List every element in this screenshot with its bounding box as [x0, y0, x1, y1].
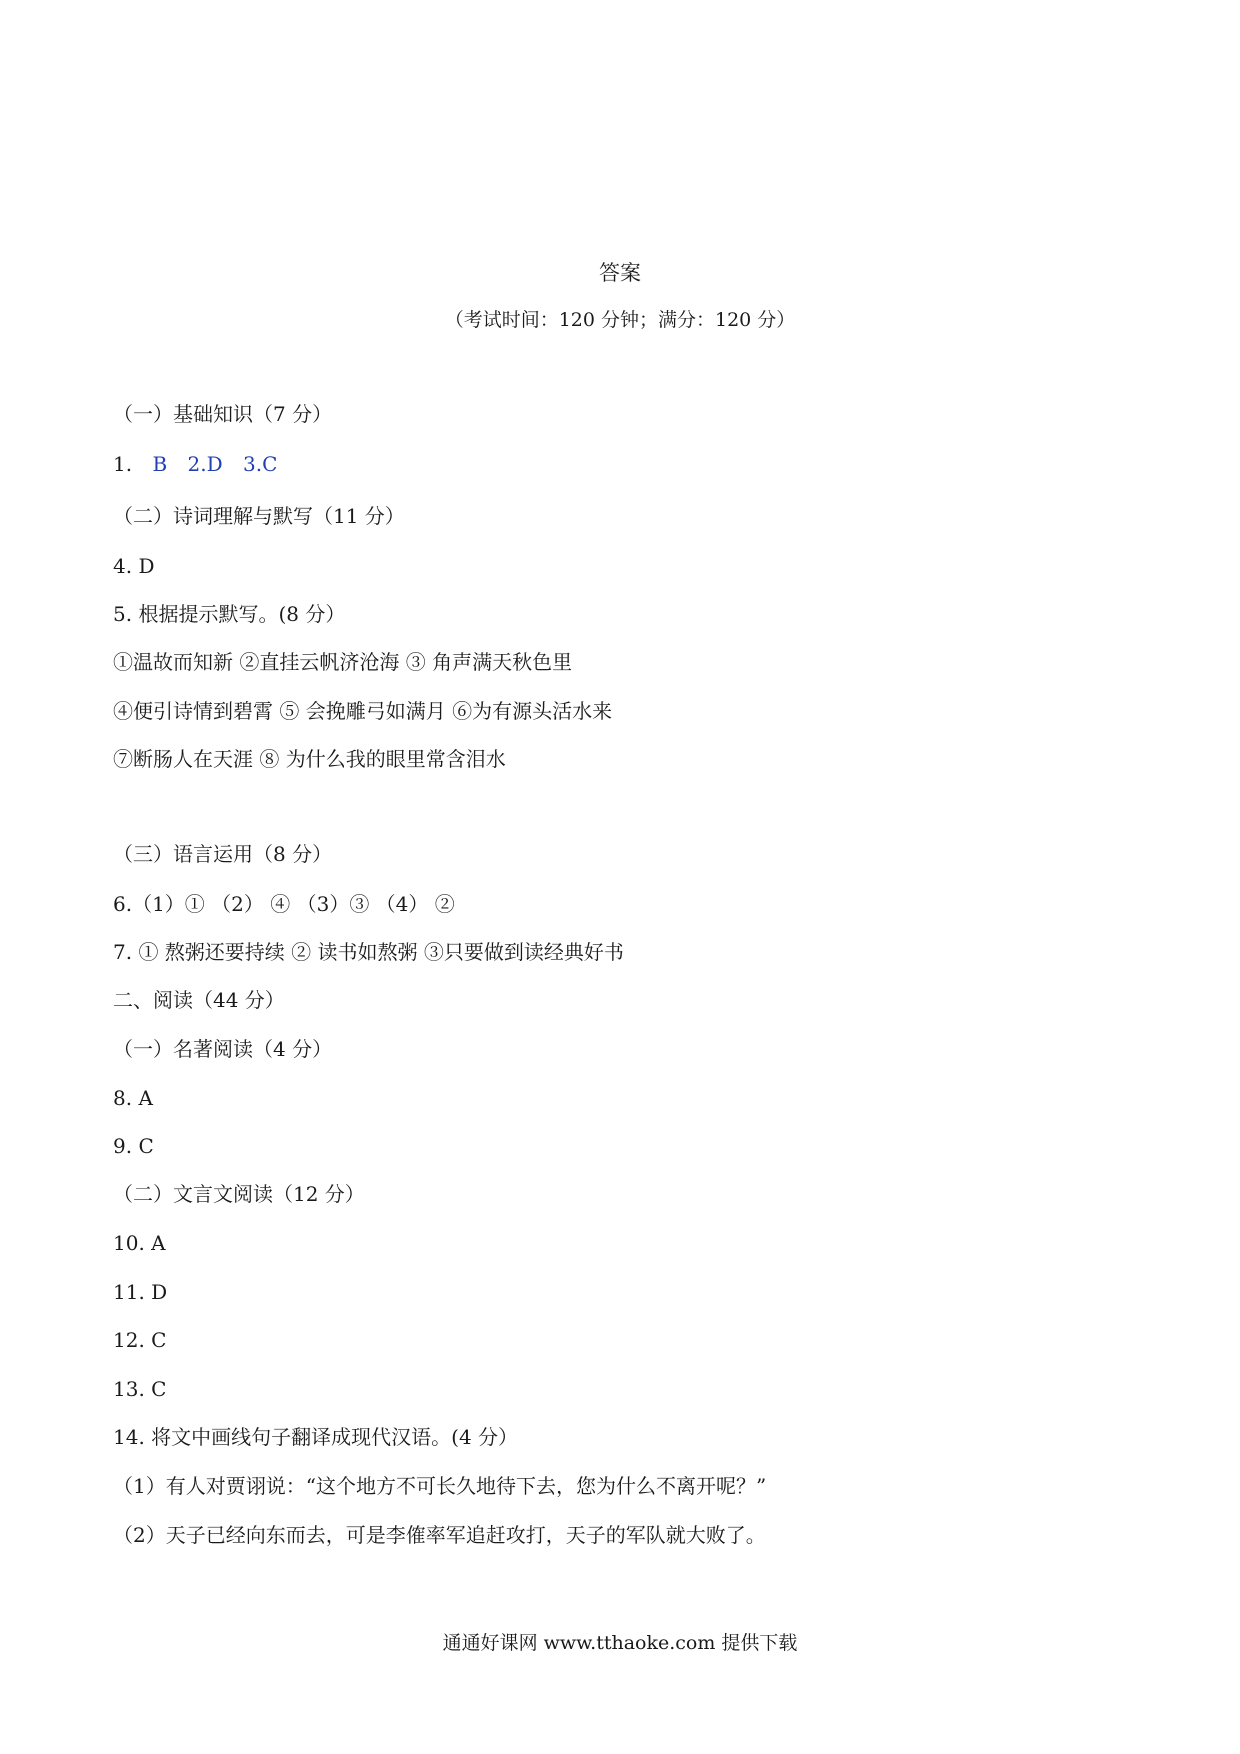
question-q14: 14. 将文中画线句子翻译成现代汉语。(4 分） [113, 1425, 519, 1449]
section-poetry: （二）诗词理解与默写（11 分） [113, 504, 405, 528]
section-classics-reading: （一）名著阅读（4 分） [113, 1037, 333, 1061]
section-reading: 二、阅读（44 分） [113, 988, 285, 1012]
answer-q12: 12. C [113, 1328, 167, 1352]
q2-answer: 2.D [187, 452, 223, 476]
answer-q14-part1: （1）有人对贾诩说：“这个地方不可长久地待下去，您为什么不离开呢？” [113, 1474, 767, 1498]
answer-q4: 4. D [113, 554, 155, 578]
answer-q10: 10. A [113, 1231, 166, 1255]
answer-q5-line2: ④便引诗情到碧霄 ⑤ 会挽雕弓如满月 ⑥为有源头活水来 [113, 699, 613, 723]
answers-q1-3 [113, 450, 277, 478]
section-language-use: （三）语言运用（8 分） [113, 842, 333, 866]
answer-q5-line3: ⑦断肠人在天涯 ⑧ 为什么我的眼里常含泪水 [113, 747, 506, 771]
q3-answer: 3.C [243, 452, 278, 476]
answer-q7: 7. ① 熬粥还要持续 ② 读书如熬粥 ③只要做到读经典好书 [113, 940, 624, 964]
answer-q13: 13. C [113, 1377, 167, 1401]
page-title: 答案 [599, 261, 641, 285]
section-basic-knowledge: （一）基础知识（7 分） [113, 402, 333, 426]
question-q5: 5. 根据提示默写。(8 分） [113, 602, 346, 626]
q1-number: 1. [113, 452, 133, 476]
answer-q9: 9. C [113, 1134, 154, 1158]
exam-info: （考试时间：120 分钟；满分：120 分） [444, 309, 796, 331]
section-classical-chinese: （二）文言文阅读（12 分） [113, 1182, 365, 1206]
page-footer: 通通好课网 www.tthaoke.com 提供下载 [442, 1632, 798, 1654]
answer-q5-line1: ①温故而知新 ②直挂云帆济沧海 ③ 角声满天秋色里 [113, 650, 573, 674]
answer-q8: 8. A [113, 1086, 153, 1110]
answer-q6: 6.（1）① （2） ④ （3）③ （4） ② [113, 892, 455, 916]
q1-answer: B [152, 452, 168, 476]
answer-q14-part2: （2）天子已经向东而去，可是李傕率军追赶攻打，天子的军队就大败了。 [113, 1523, 766, 1547]
answer-q11: 11. D [113, 1280, 168, 1304]
